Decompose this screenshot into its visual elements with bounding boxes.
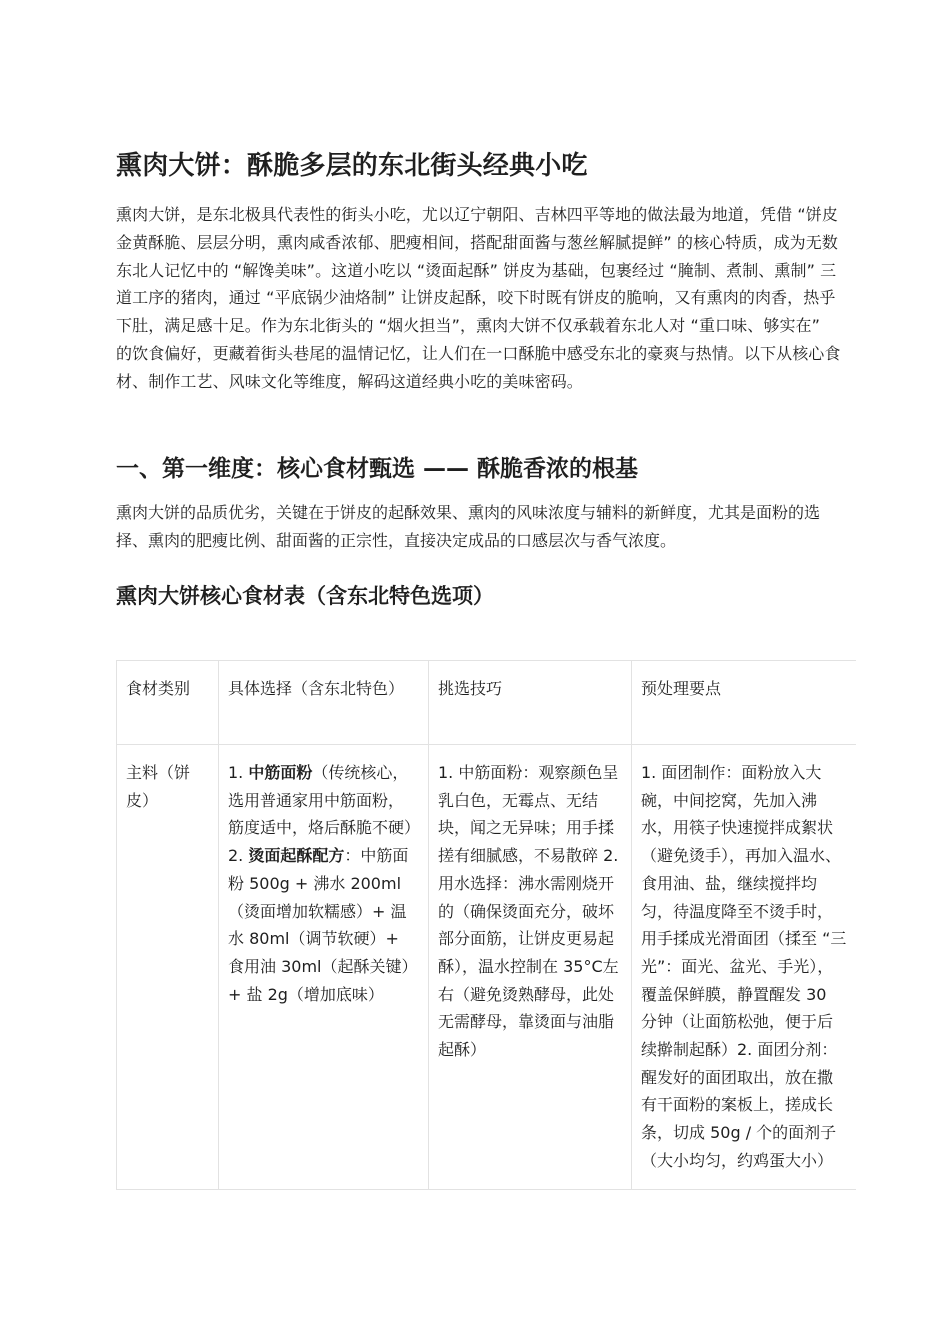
- cell-prep: 1. 面团制作：面粉放入大碗，中间挖窝，先加入沸水，用筷子快速搅拌成絮状（避免烫手），再加入温水、食用油、盐，继续搅拌均匀，待温度降至不烫手时，用手揉成光滑面团（揉至 “三光”：面光、盆光、手光），覆盖保鲜膜，静置醒发 30 分钟（让面筋松弛，便于后续擀制起酥）2. 面团分剂：醒发好的面团取出，放在撒有干面粉的案板上，搓成长条，切成 50g / 个的面剂子（大小均匀，约鸡蛋大小）: [632, 745, 857, 1190]
- section-heading: 一、第一维度：核心食材甄选 —— 酥脆香浓的根基: [116, 456, 639, 482]
- intro-paragraph: 熏肉大饼，是东北极具代表性的街头小吃，尤以辽宁朝阳、吉林四平等地的做法最为地道，凭借 “饼皮金黄酥脆、层层分明，熏肉咸香浓郁、肥瘦相间，搭配甜面酱与葱丝解腻提鲜” 的核心特质，成为无数东北人记忆中的 “解馋美味”。这道小吃以 “烫面起酥” 饼皮为基础，包裹经过 “腌制、煮制、熏制” 三道工序的猪肉，通过 “平底锅少油烙制” 让饼皮起酥，咬下时既有饼皮的脆响，又有熏肉的肉香，热乎下肚，满足感十足。作为东北街头的 “烟火担当”，熏肉大饼不仅承载着东北人对 “重口味、够实在” 的饮食偏好，更藏着街头巷尾的温情记忆，让人们在一口酥脆中感受东北的豪爽与热情。以下从核心食材、制作工艺、风味文化等维度，解码这道经典小吃的美味密码。: [116, 205, 841, 391]
- cell-tips: 1. 中筋面粉：观察颜色呈乳白色，无霉点、无结块，闻之无异味；用手揉搓有细腻感，不易散碎 2. 用水选择：沸水需刚烧开的（确保烫面充分，破坏部分面筋，让饼皮更易起酥），温水控制在 35°C左右（避免烫熟酵母，此处无需酵母，靠烫面与油脂起酥）: [429, 745, 632, 1190]
- header-choice: 具体选择（含东北特色）: [219, 661, 429, 745]
- table-title: 熏肉大饼核心食材表（含东北特色选项）: [116, 584, 494, 608]
- choice-num-1: 1.: [228, 763, 249, 782]
- table-header-row: [117, 661, 857, 745]
- page-title: 熏肉大饼：酥脆多层的东北街头经典小吃: [116, 151, 588, 181]
- choice-text-2: ：中筋面粉 500g + 沸水 200ml（烫面增加软糯感）+ 温水 80ml（调节软硬）+ 食用油 30ml（起酥关键）+ 盐 2g（增加底味）: [228, 846, 418, 1004]
- table-row: [117, 745, 857, 1190]
- choice-text-1: （传统核心，选用普通家用中筋面粉，筋度适中，烙后酥脆不硬）2.: [228, 763, 413, 866]
- section-description: 熏肉大饼的品质优劣，关键在于饼皮的起酥效果、熏肉的风味浓度与辅料的新鲜度，尤其是面粉的选择、熏肉的肥瘦比例、甜面酱的正宗性，直接决定成品的口感层次与香气浓度。: [116, 503, 821, 550]
- header-prep: 预处理要点: [632, 661, 857, 745]
- choice-bold-recipe: 烫面起酥配方: [248, 846, 345, 866]
- choice-bold-flour: 中筋面粉: [248, 763, 313, 782]
- cell-category: 主料（饼皮）: [117, 745, 219, 1190]
- ingredient-table-container: [116, 660, 856, 1201]
- header-category: 食材类别: [117, 661, 219, 745]
- ingredient-table: [116, 660, 856, 1190]
- cell-choice: [219, 745, 429, 1190]
- header-tips: 挑选技巧: [429, 661, 632, 745]
